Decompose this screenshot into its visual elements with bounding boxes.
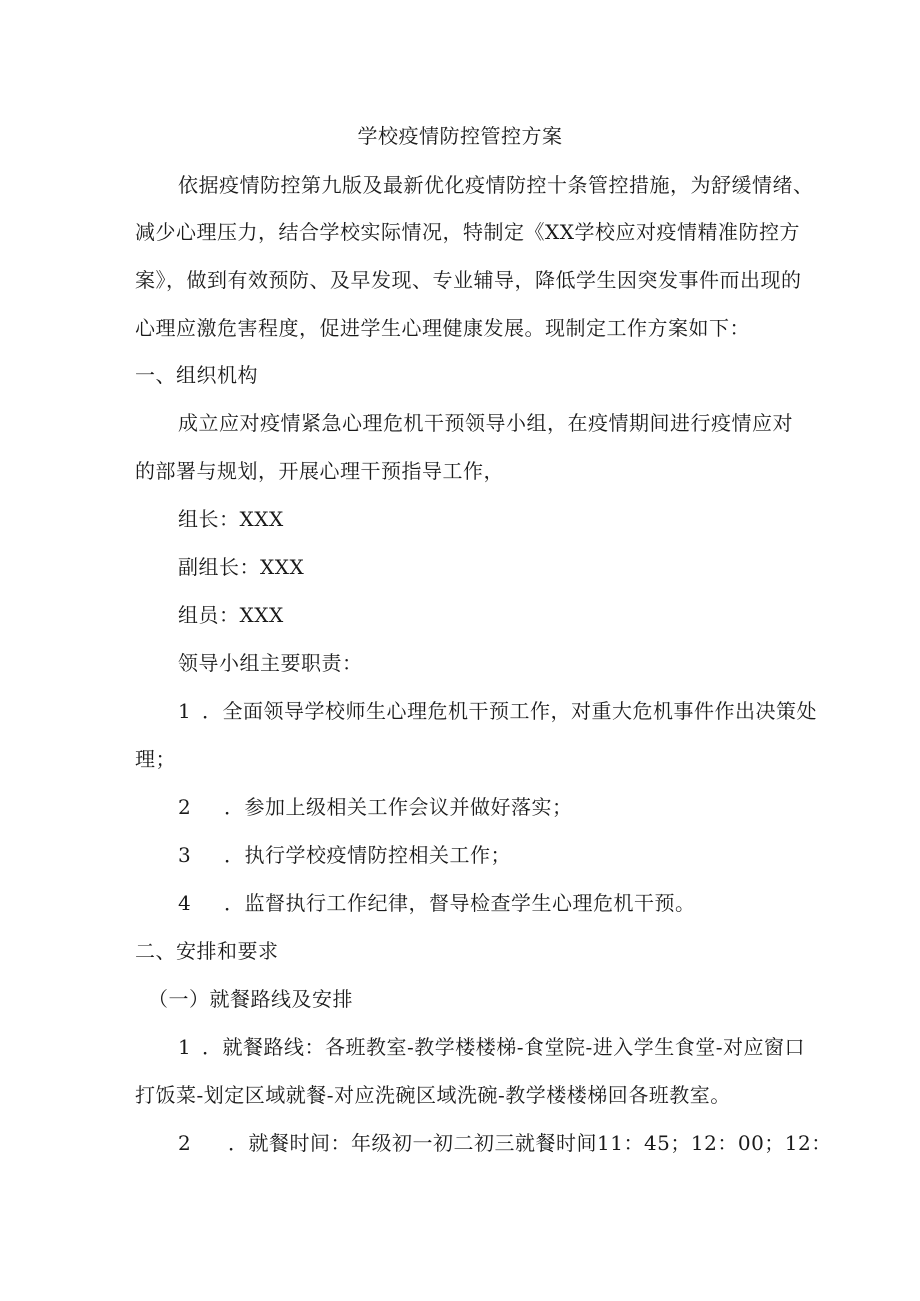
member-line: 组员：XXX xyxy=(178,603,284,627)
intro-line-4: 心理应激危害程度，促进学生心理健康发展。现制定工作方案如下： xyxy=(135,316,750,340)
arrangement-item-1 xyxy=(178,1034,805,1060)
duty-text: ．全面领导学校师生心理危机干预工作，对重大危机事件作出决策处 xyxy=(202,699,817,723)
item-text: 打饭菜-划定区域就餐-对应洗碗区域洗碗-教学楼楼梯回各班教室。 xyxy=(135,1083,731,1107)
item-text: ．就餐时间：年级初一初二初三就餐时间11：45；12：00；12： xyxy=(228,1131,832,1155)
duty-number: 3 xyxy=(178,843,192,867)
intro-line-2: 减少心理压力，结合学校实际情况，特制定《XX学校应对疫情精准防控方 xyxy=(135,220,800,244)
section1-body-line-2: 的部署与规划，开展心理干预指导工作， xyxy=(135,459,504,483)
intro-line-1: 依据疫情防控第九版及最新优化疫情防控十条管控措施，为舒缓情绪、 xyxy=(178,173,814,197)
intro-line-3: 案》，做到有效预防、及早发现、专业辅导，降低学生因突发事件而出现的 xyxy=(135,268,802,292)
duty-item-2 xyxy=(178,794,573,820)
duty-text: ．执行学校疫情防控相关工作； xyxy=(224,843,511,867)
duty-item-3 xyxy=(178,842,511,868)
duty-item-4 xyxy=(178,890,696,916)
item-text: ．就餐路线：各班教室-教学楼楼梯-食堂院-进入学生食堂-对应窗口 xyxy=(202,1035,806,1059)
deputy-line: 副组长：XXX xyxy=(178,555,305,579)
leader-line: 组长：XXX xyxy=(178,507,284,531)
document-title: 学校疫情防控管控方案 xyxy=(357,124,563,148)
duty-item-1 xyxy=(178,698,817,724)
arrangement-item-1-continued xyxy=(135,1082,731,1108)
duty-item-1-continued xyxy=(135,746,176,772)
duty-number: 1 xyxy=(178,699,192,723)
section1-heading: 一、组织机构 xyxy=(135,363,258,387)
duty-number: 2 xyxy=(178,795,192,819)
arrangement-item-2 xyxy=(178,1130,832,1156)
duty-text: ．参加上级相关工作会议并做好落实； xyxy=(224,795,573,819)
section2-heading: 二、安排和要求 xyxy=(135,939,279,963)
duty-text: 理； xyxy=(135,747,176,771)
duties-heading: 领导小组主要职责： xyxy=(178,651,363,675)
section1-body-line-1: 成立应对疫情紧急心理危机干预领导小组，在疫情期间进行疫情应对 xyxy=(178,411,793,435)
duty-number: 4 xyxy=(178,891,192,915)
section2-sub1: （一）就餐路线及安排 xyxy=(148,987,353,1011)
item-number: 2 xyxy=(178,1131,192,1155)
duty-text: ．监督执行工作纪律，督导检查学生心理危机干预。 xyxy=(224,891,696,915)
item-number: 1 xyxy=(178,1035,192,1059)
